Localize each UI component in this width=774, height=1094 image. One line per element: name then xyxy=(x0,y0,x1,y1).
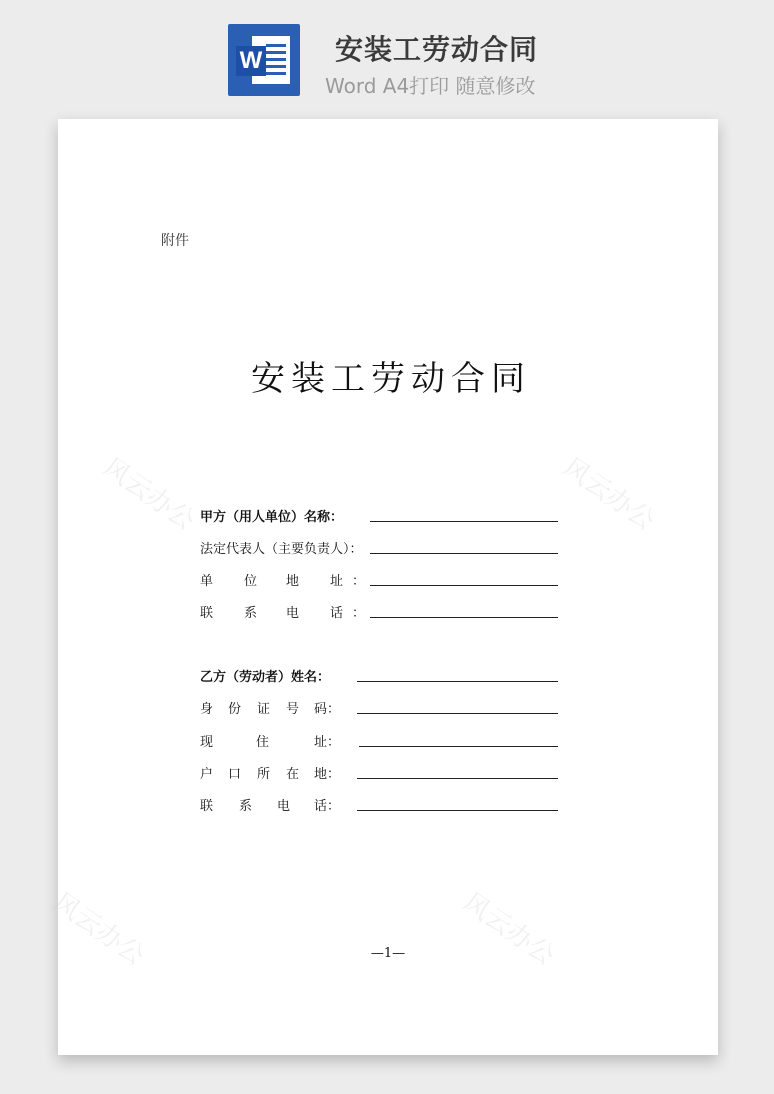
party-a-rep-label: 法定代表人（主要负责人）： xyxy=(200,542,363,557)
party-b-hukou-field[interactable] xyxy=(357,778,558,779)
document-title: 安装工劳动合同 xyxy=(251,359,531,399)
watermark: 风云办公 xyxy=(47,887,150,972)
party-b-id-field[interactable] xyxy=(357,713,558,714)
party-a-address-field[interactable] xyxy=(370,585,558,586)
party-a-name-label: 甲方（用人单位）名称： xyxy=(200,510,344,525)
watermark: 风云办公 xyxy=(557,452,660,537)
watermark: 风云办公 xyxy=(97,452,200,537)
word-letter: W xyxy=(236,46,266,76)
word-icon xyxy=(228,24,300,96)
party-a-rep-field[interactable] xyxy=(370,553,558,554)
party-a-name-field[interactable] xyxy=(370,521,558,522)
party-b-phone-field[interactable] xyxy=(357,810,558,811)
attachment-label: 附件 xyxy=(161,233,189,249)
party-a-phone-field[interactable] xyxy=(370,617,558,618)
page-number: —1— xyxy=(370,946,406,961)
party-b-name-label: 乙方（劳动者）姓名： xyxy=(200,670,331,685)
banner-title: 安装工劳动合同 xyxy=(335,33,539,66)
party-b-residence-field[interactable] xyxy=(359,746,558,747)
party-b-name-field[interactable] xyxy=(357,681,558,682)
banner-subtitle: Word A4打印 随意修改 xyxy=(325,74,536,98)
banner xyxy=(0,0,774,110)
document-page: 风云办公 风云办公 风云办公 风云办公 附件 安装工劳动合同 甲方（用人单位）名称： 法定代表人（主要负责人）： 单 位 地 址 ： 联 系 电 话 ： 乙方（劳动者）姓名： 身 份 证 号 码： 现 住 址： 户 口 所 在 地： 联 系 电 话： —1— xyxy=(58,119,718,1055)
watermark: 风云办公 xyxy=(457,887,560,972)
